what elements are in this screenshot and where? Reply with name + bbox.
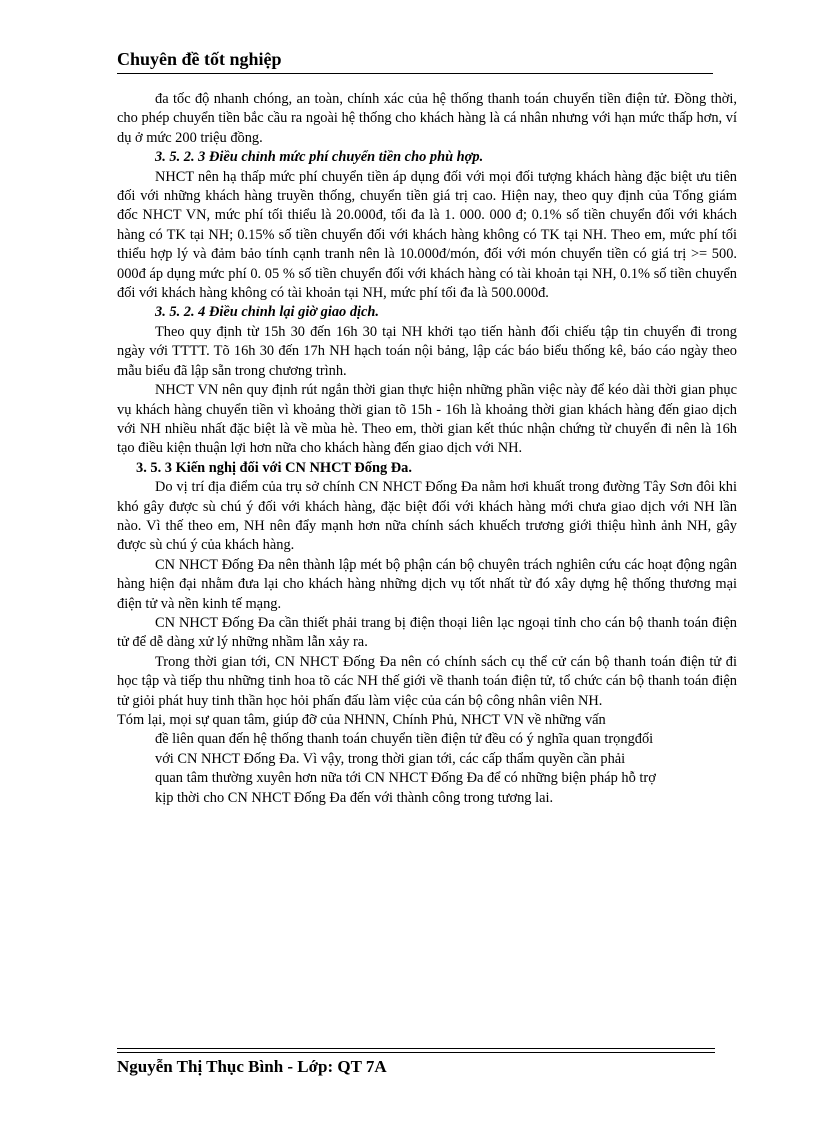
paragraph-continued: đa tốc độ nhanh chóng, an toàn, chính xác của hệ thống thanh toán chuyển tiền điện tử. Đồng thời, cho phép chuyển tiền bắc cầu ra ngoài hệ thống cho khách hàng là cá nhân nhưng với hạn mức thấp hơn, ví dụ ở mức 200 triệu đồng. <box>117 91 737 146</box>
summary-line: Tóm lại, mọi sự quan tâm, giúp đỡ của NHNN, Chính Phủ, NHCT VN về những vấn <box>117 712 606 728</box>
paragraph-location: Do vị trí địa điểm của trụ sở chính CN NHCT Đống Đa nằm hơi khuất trong đường Tây Sơn đôi khi khó gây được sù chú ý đối với khách hàng, đặc biệt đối với khách hàng mới chưa giao dịch với NH lần nào. Vì thế theo em, NH nên đẩy mạnh hơn nữa chính sách khuếch trương giới thiệu hình ảnh NH, gây được sù chú ý của khách hàng. <box>117 479 737 554</box>
footer-author: Nguyễn Thị Thục Bình - Lớp: QT 7A <box>117 1057 387 1076</box>
summary-line: kịp thời cho CN NHCT Đống Đa đến với thành công trong tương lai. <box>155 789 554 806</box>
page-header-title: Chuyên đề tốt nghiệp <box>117 49 282 69</box>
paragraph-training: Trong thời gian tới, CN NHCT Đống Đa nên có chính sách cụ thể cử cán bộ thanh toán điện tử đi học tập và tiếp thu những tinh hoa tõ các NH thế giới về thanh toán điện tử, tổ chức cán bộ thanh toán điện tử giỏi phát huy tinh thần học hỏi phấn đấu làm việc của cán bộ công nhân viên NH. <box>117 653 737 709</box>
section-heading-3-5-3: 3. 5. 3 Kiến nghị đối với CN NHCT Đống Đa. <box>136 459 412 476</box>
paragraph-shorten-time: NHCT VN nên quy định rút ngắn thời gian thực hiện những phần việc này để kéo dài thời gian phục vụ khách hàng chuyển tiền vì khoảng thời gian tõ 15h - 16h là khoảng thời gian khách hàng đến giao dịch với NH nhiều nhất đặc biệt là về mùa hè. Theo em, thời gian kết thúc nhận chứng từ chuyển đi nên là 16h tạo điều kiện thuận lợi hơn nữa cho khách hàng đến giao dịch với NH. <box>117 382 737 457</box>
paragraph-research-unit: CN NHCT Đống Đa nên thành lập mét bộ phận cán bộ chuyên trách nghiên cứu các hoạt động ngân hàng hiện đại nhằm đưa lại cho khách hàng những dịch vụ tốt nhất từ đó xây dựng hệ thống thương mại điện tử và nền kinh tế mạng. <box>117 556 737 612</box>
paragraph-phone-equipment: CN NHCT Đống Đa cần thiết phải trang bị điện thoại liên lạc ngoại tỉnh cho cán bộ thanh toán điện tử để dễ dàng xử lý những nhầm lẫn xảy ra. <box>117 614 737 651</box>
footer-divider <box>117 1048 715 1053</box>
document-body <box>117 90 737 808</box>
paragraph-transaction-hours: Theo quy định từ 15h 30 đến 16h 30 tại NH khởi tạo tiến hành đối chiếu tập tin chuyển đi trong ngày với TTTT. Tõ 16h 30 đến 17h NH hạch toán nội bảng, lập các báo biểu thống kê, báo cáo ngày theo mẫu biểu đã lập sẵn trong chương trình. <box>117 323 737 379</box>
section-heading-3-5-2-4: 3. 5. 2. 4 Điều chỉnh lại giờ giao dịch. <box>155 304 380 321</box>
paragraph-summary <box>117 711 737 808</box>
section-heading-3-5-2-3: 3. 5. 2. 3 Điều chỉnh mức phí chuyển tiền cho phù hợp. <box>155 149 484 166</box>
summary-line: với CN NHCT Đống Đa. Vì vậy, trong thời gian tới, các cấp thẩm quyền cần phải <box>155 750 626 767</box>
summary-line: quan tâm thường xuyên hơn nữa tới CN NHCT Đống Đa để có những biện pháp hỗ trợ <box>155 770 656 787</box>
header-divider <box>117 73 713 74</box>
paragraph-fee-adjustment: NHCT nên hạ thấp mức phí chuyển tiền áp dụng đối với mọi đối tượng khách hàng đặc biệt ưu tiên đối với những khách hàng truyền thống, chuyển tiền giá trị cao. Hiện nay, theo quy định của Tổng giám đốc NHCT VN, mức phí tối thiểu là 20.000đ, tối đa là 1. 000. 000 đ; 0.1% số tiền chuyển đối với khách hàng có TK tại NH; 0.15% số tiền chuyển đối với khách hàng không có TK tại NH. Theo em, mức phí tối thiểu hợp lý và đảm bảo tính cạnh tranh nên là 10.000đ/món, đối với món chuyển tiền có giá trị >= 500. 000đ áp dụng mức phí 0. 05 % số tiền chuyển đối với khách hàng có tài khoản tại NH, 0.1% số tiền chuyển đối với khách hàng không có tài khoản tại NH, mức phí tối đa là 500.000đ. <box>117 168 737 302</box>
summary-line: đề liên quan đến hệ thống thanh toán chuyển tiền điện tử đều có ý nghĩa quan trọngđối <box>155 731 654 748</box>
